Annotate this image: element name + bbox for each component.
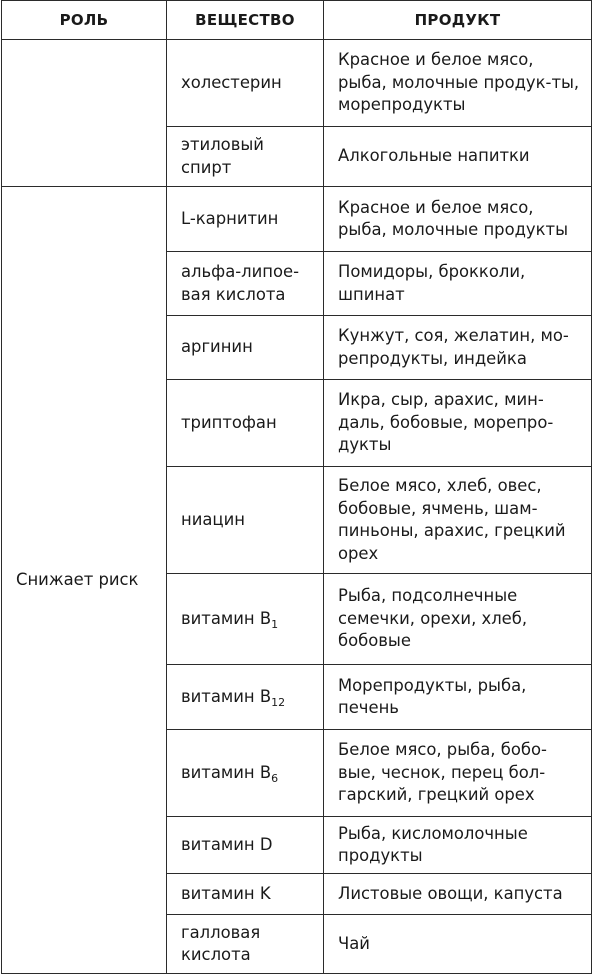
product-cell: Рыба, подсолнечные семечки, орехи, хлеб, бобовые: [324, 574, 592, 665]
substance-cell: галловая кислота: [167, 915, 324, 974]
product-cell: Чай: [324, 915, 592, 974]
product-cell: Помидоры, брокколи, шпинат: [324, 252, 592, 316]
role-cell: Снижает риск: [2, 187, 167, 974]
product-cell: Красное и белое мясо, рыба, молочные продукты: [324, 187, 592, 252]
product-cell: Листовые овощи, капуста: [324, 874, 592, 915]
product-cell: Белое мясо, хлеб, овес, бобовые, ячмень, шам-пиньоны, арахис, грецкий орех: [324, 467, 592, 574]
table-row: [2, 40, 592, 127]
product-cell: Икра, сыр, арахис, мин-даль, бобовые, морепро-дукты: [324, 380, 592, 467]
substance-cell: ниацин: [167, 467, 324, 574]
product-cell: Морепродукты, рыба, печень: [324, 665, 592, 730]
product-cell: Рыба, кисломолочные продукты: [324, 817, 592, 874]
product-cell: Красное и белое мясо, рыба, молочные продук-ты, морепродукты: [324, 40, 592, 127]
substance-cell: аргинин: [167, 316, 324, 380]
substance-cell: витамин D: [167, 817, 324, 874]
product-cell: Белое мясо, рыба, бобо-вые, чеснок, перец бол-гарский, грецкий орех: [324, 730, 592, 817]
header-row: [2, 1, 592, 40]
product-cell: Алкогольные напитки: [324, 127, 592, 187]
header-substance: ВЕЩЕСТВО: [167, 1, 324, 40]
substance-cell: холестерин: [167, 40, 324, 127]
substance-cell: витамин $B_6$: [167, 730, 324, 817]
header-product: ПРОДУКТ: [324, 1, 592, 40]
product-cell: Кунжут, соя, желатин, мо-репродукты, индейка: [324, 316, 592, 380]
substance-cell: этиловый спирт: [167, 127, 324, 187]
substance-cell: витамин K: [167, 874, 324, 915]
substance-cell: витамин $B_{12}$: [167, 665, 324, 730]
substance-cell: альфа-липое-вая кислота: [167, 252, 324, 316]
substance-cell: триптофан: [167, 380, 324, 467]
table-row: [2, 187, 592, 252]
header-role: РОЛЬ: [2, 1, 167, 40]
substance-cell: L-карнитин: [167, 187, 324, 252]
substance-cell: витамин $B_1$: [167, 574, 324, 665]
nutrition-table: [1, 0, 592, 974]
role-cell: [2, 40, 167, 187]
